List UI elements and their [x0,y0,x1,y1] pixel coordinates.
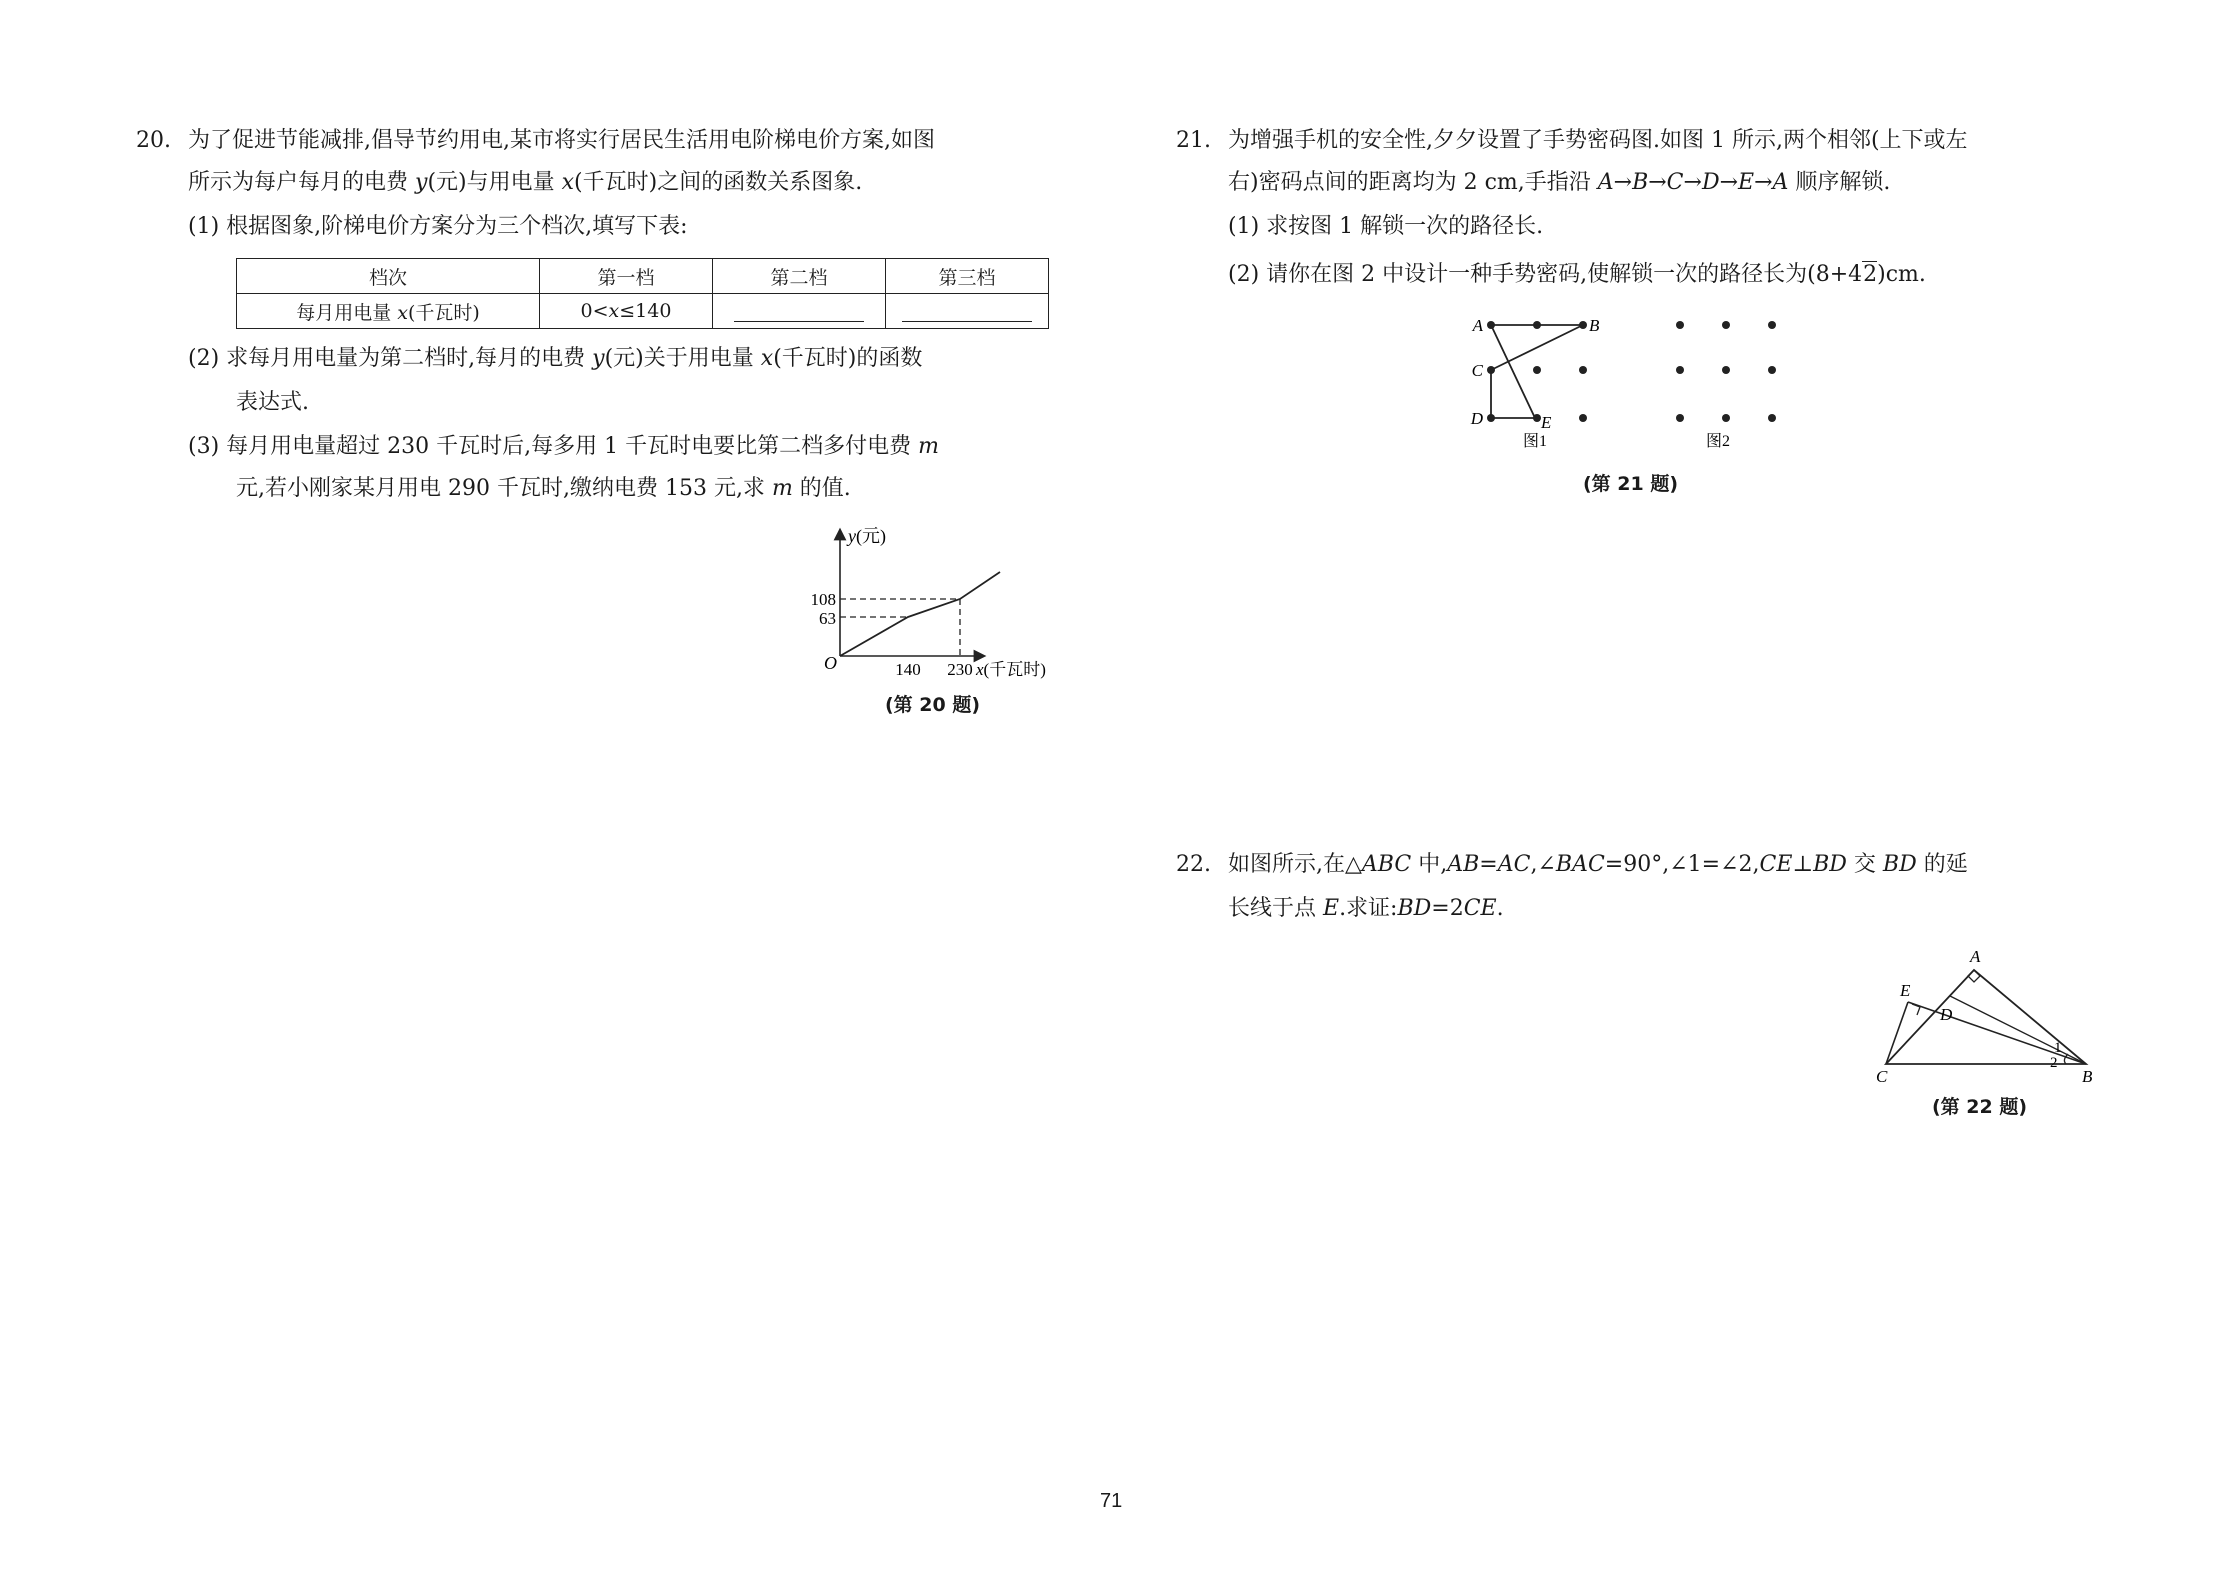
table-cell-tier-3-blank[interactable] [886,294,1049,329]
q21-line-1: 21. 为增强手机的安全性,夕夕设置了手势密码图.如图 1 所示,两个相邻(上下或左 [1176,126,1968,156]
q21-figure-2 [1658,312,1798,452]
point-A-label: A [1970,947,1981,966]
fig2-label: 图2 [1705,433,1731,450]
point-E-label: E [1900,981,1911,1000]
q20-part-2: (2) 求每月用电量为第二档时,每月的电费 y(元)关于用电量 x(千瓦时)的函数 [188,346,923,371]
q21-part-2: (2) 请你在图 2 中设计一种手势密码,使解锁一次的路径长为(8+42)cm. [1228,262,1926,287]
price-line [840,572,1000,656]
table-header-tier-1: 第一档 [540,259,713,294]
q22-line-2: 长线于点 E.求证:BD=2CE. [1228,896,1504,921]
angle-arc [2064,1054,2068,1064]
q21-line-2: 右)密码点间的距离均为 2 cm,手指沿 A→B→C→D→E→A 顺序解锁. [1228,170,1891,195]
y-tick-108: 108 [810,590,836,609]
line-C-E [1886,1002,1908,1064]
page-number: 71 [1100,1490,1123,1512]
point-C-label: C [1471,361,1483,380]
answer-blank[interactable] [734,301,864,322]
table-header-tier: 档次 [237,259,540,294]
table-cell-tier-2-blank[interactable] [713,294,886,329]
point-A-label: A [1472,316,1483,335]
angle-2-label: 2 [2050,1055,2058,1071]
answer-blank[interactable] [902,301,1032,322]
table-header-tier-3: 第三档 [886,259,1049,294]
q21-caption: (第 21 题) [1583,473,1679,495]
table-row-label: 每月用电量 x(千瓦时) [237,294,540,329]
q20-caption: (第 20 题) [885,694,981,716]
point-C-label: C [1876,1067,1888,1086]
q22-number: 22. [1176,852,1211,877]
q22-caption: (第 22 题) [1932,1096,2028,1118]
origin-label: O [824,653,837,673]
table-header-tier-2: 第二档 [713,259,886,294]
q21-number: 21. [1176,128,1211,153]
q21-part-1: (1) 求按图 1 解锁一次的路径长. [1228,214,1544,239]
q22-figure [1860,947,2093,1088]
angle-1-label: 1 [2054,1040,2062,1056]
q20-part-2-cont: 表达式. [236,390,309,415]
q20-graph [800,524,1060,694]
right-angle-A [1968,970,1980,982]
q20-part-1: (1) 根据图象,阶梯电价方案分为三个档次,填写下表: [188,214,688,239]
q20-part-3-cont: 元,若小刚家某月用电 290 千瓦时,缴纳电费 153 元,求 m 的值. [236,476,851,501]
sqrt-2: 2 [1863,262,1878,287]
fig2-dots[interactable] [1676,321,1776,422]
point-D-label: D [1470,409,1483,428]
q20-number: 20. [136,128,171,153]
fig1-label: 图1 [1522,433,1548,450]
q22-line-1: 22. 如图所示,在△ABC 中,AB=AC,∠BAC=90°,∠1=∠2,CE⊥BD 交 BD 的延 [1176,850,1968,880]
point-D-label: D [1940,1005,1953,1024]
point-B-label: B [1589,316,1600,335]
q20-part-3: (3) 每月用电量超过 230 千瓦时后,每多用 1 千瓦时电要比第二档多付电费 m [188,434,939,459]
y-tick-63: 63 [819,609,836,628]
y-axis-label: y(元) [848,526,886,546]
fig1-dots [1487,321,1587,422]
table-cell-tier-1-range: 0<x≤140 [540,294,713,329]
tier-table [236,258,1049,329]
x-axis-label: x(千瓦时) [976,660,1046,679]
q20-line-1: 20. 为了促进节能减排,倡导节约用电,某市将实行居民生活用电阶梯电价方案,如图 [136,126,935,156]
x-tick-140: 140 [895,660,921,679]
point-B-label: B [2082,1067,2093,1086]
x-tick-230: 230 [947,660,973,679]
q21-figure-1 [1465,312,1605,452]
q20-line-2: 所示为每户每月的电费 y(元)与用电量 x(千瓦时)之间的函数关系图象. [188,170,863,195]
point-E-label: E [1541,413,1552,432]
